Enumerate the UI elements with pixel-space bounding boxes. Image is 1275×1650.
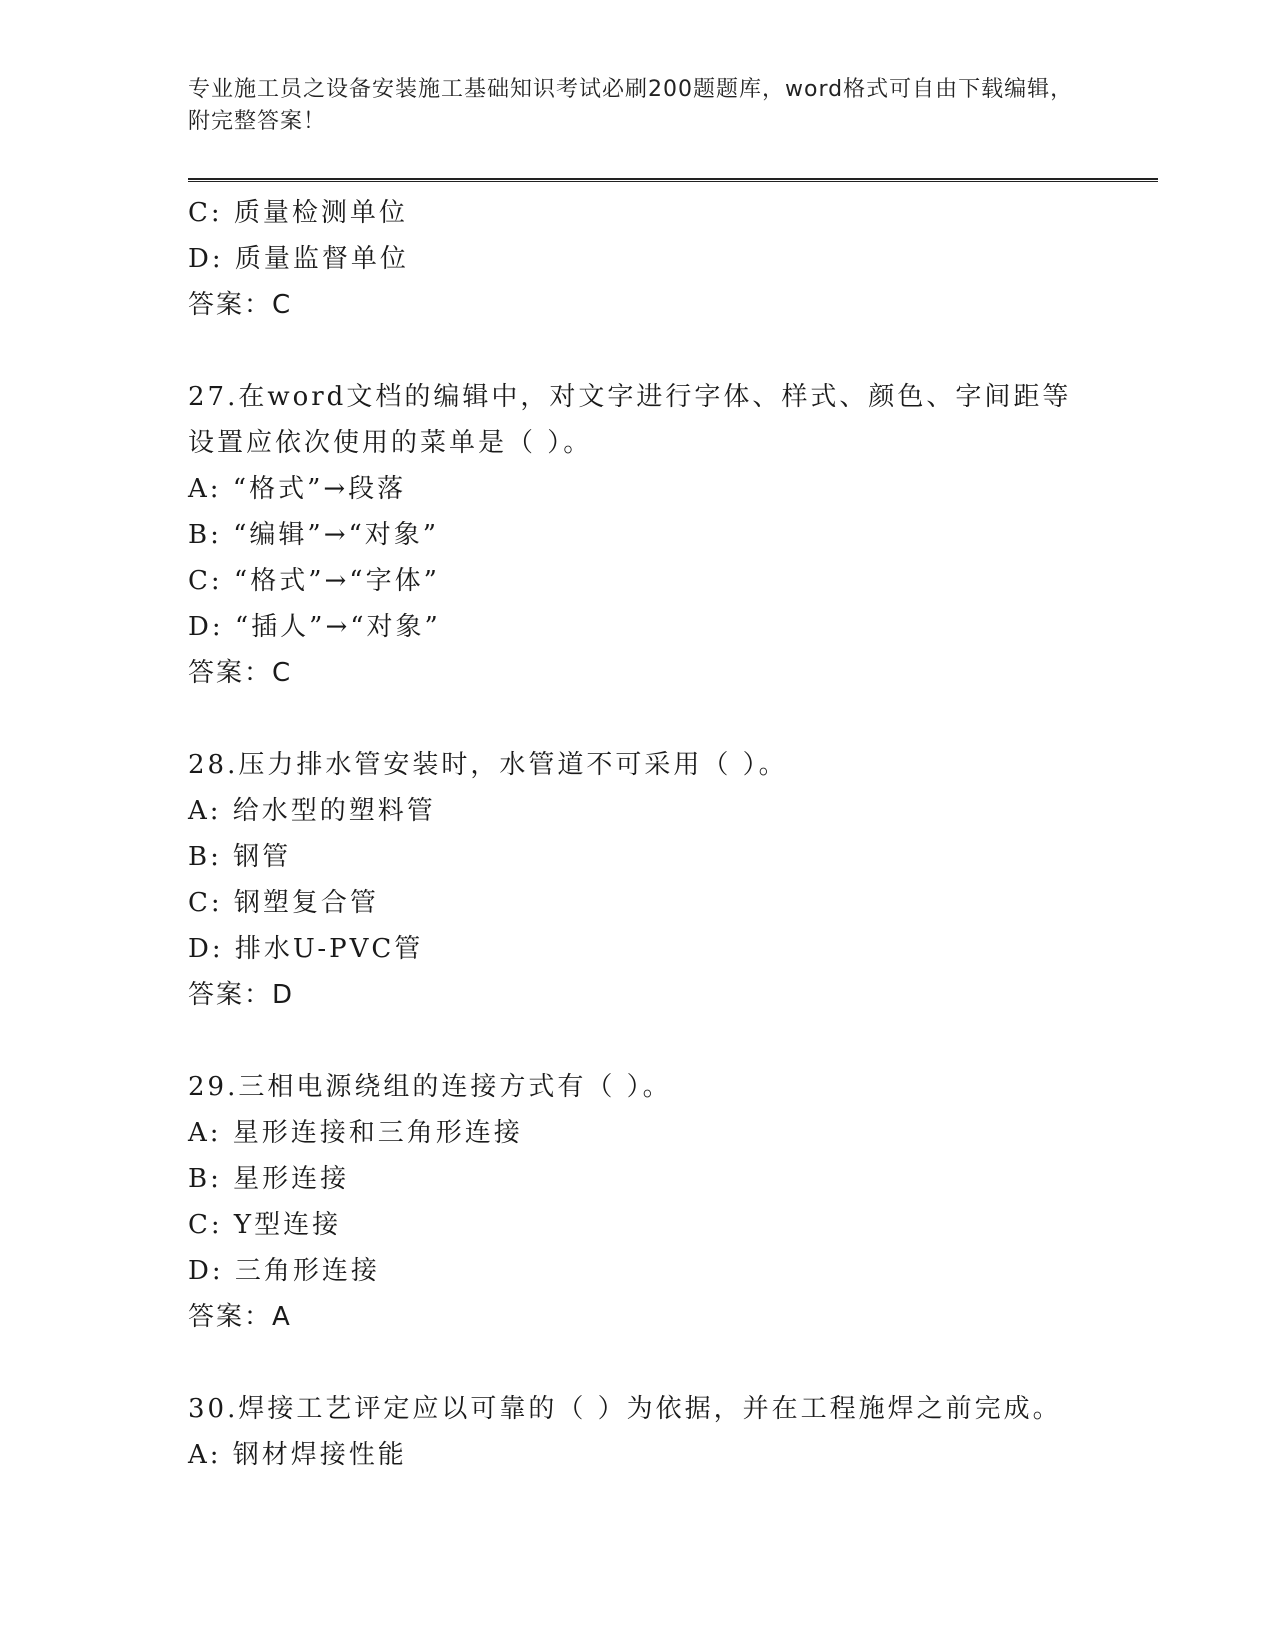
option-line: C: “格式”→“字体”	[188, 566, 440, 596]
option-line: B: 星形连接	[188, 1164, 350, 1194]
option-line: A: “格式”→段落	[188, 474, 407, 504]
document-header: 专业施工员之设备安装施工基础知识考试必刷200题题库，word格式可自由下载编辑，附完整答案！	[188, 77, 1074, 134]
spacer	[188, 696, 1158, 742]
option-line: D: 排水U-PVC管	[188, 934, 424, 964]
option-line: B: “编辑”→“对象”	[188, 520, 440, 550]
option-line: A: 星形连接和三角形连接	[188, 1118, 523, 1148]
option-line: D: 质量监督单位	[188, 244, 409, 274]
option-line: C: Y型连接	[188, 1210, 342, 1240]
question-stem: 28.压力排水管安装时，水管道不可采用（ ）。	[188, 750, 788, 780]
answer-line: 答案：C	[188, 290, 293, 320]
document-page	[188, 0, 1168, 1650]
spacer	[188, 328, 1158, 374]
option-line: D: 三角形连接	[188, 1256, 380, 1286]
spacer	[188, 1018, 1158, 1064]
document-body	[188, 190, 1158, 1478]
option-line: C: 质量检测单位	[188, 198, 408, 228]
question-stem: 30.焊接工艺评定应以可靠的（ ）为依据，并在工程施焊之前完成。	[188, 1394, 1062, 1424]
answer-line: 答案：A	[188, 1302, 292, 1332]
option-line: A: 给水型的塑料管	[188, 796, 436, 826]
option-line: A: 钢材焊接性能	[188, 1440, 407, 1470]
option-line: B: 钢管	[188, 842, 292, 872]
spacer	[188, 1340, 1158, 1386]
header-divider	[188, 178, 1158, 182]
option-line: C: 钢塑复合管	[188, 888, 379, 918]
question-stem: 设置应依次使用的菜单是（ ）。	[188, 428, 593, 458]
answer-line: 答案：D	[188, 980, 295, 1010]
question-stem: 27.在word文档的编辑中，对文字进行字体、样式、颜色、字间距等	[188, 382, 1072, 412]
question-stem: 29.三相电源绕组的连接方式有（ ）。	[188, 1072, 672, 1102]
answer-line: 答案：C	[188, 658, 293, 688]
option-line: D: “插人”→“对象”	[188, 612, 441, 642]
